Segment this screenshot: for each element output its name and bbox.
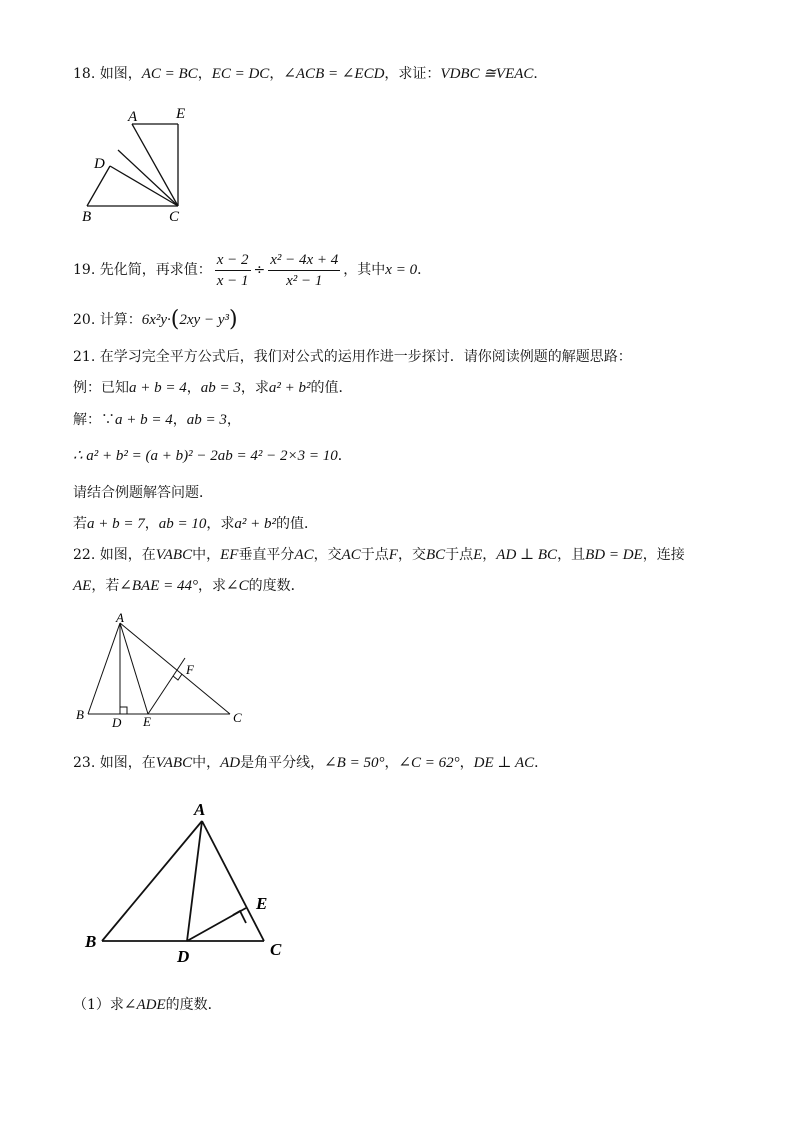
q21-given-product: ab = 3 [200, 380, 241, 396]
q22-text: ，交 [397, 547, 426, 563]
q18-prove: ，求证： [384, 66, 441, 82]
q23-math: ∠ADE [123, 997, 166, 1013]
q21-line-6 [73, 515, 318, 533]
q21-math: ab = 10 [158, 516, 207, 532]
q23-text: ， [459, 755, 474, 771]
q18-sep: ， [197, 66, 212, 82]
q23-text: ． [534, 755, 549, 771]
q22-math: BC [425, 547, 446, 563]
q22-text: 22. 如图，在 [73, 547, 156, 563]
q21-text: 的值． [310, 380, 353, 396]
q18-condition-3: ∠ACB = ∠ECD [283, 66, 385, 82]
q21-text: ， [186, 380, 201, 396]
q19-fraction-2 [268, 251, 340, 290]
q21-math: ab = 3 [186, 412, 227, 428]
q21-target-expression: a² + b² [268, 380, 311, 396]
q22-math: AE [73, 578, 92, 594]
q22-label-a: A [116, 610, 124, 625]
q19-where: ，其中 [343, 262, 386, 278]
q23-text: 是角平分线， [240, 755, 325, 771]
q18-label-b: B [82, 209, 92, 225]
q21-math: a + b = 4 [115, 412, 173, 428]
q23-math: DE ⊥ AC [473, 755, 535, 771]
q23-text: ， [384, 755, 399, 771]
q22-label-d: D [112, 715, 122, 730]
q22-line-1 [73, 546, 685, 564]
q22-math: AC [294, 547, 314, 563]
q22-text: 垂直平分 [238, 547, 295, 563]
q21-text: ，求 [206, 516, 235, 532]
q23-math: ∠C = 62° [398, 755, 460, 771]
q21-math: a + b = 7 [87, 516, 145, 532]
q21-line-4 [73, 447, 352, 465]
q22-math: AC [341, 547, 361, 563]
q23-label-b: B [85, 932, 97, 951]
q18-label-c: C [169, 209, 180, 225]
q21-text: 例：已知 [73, 380, 129, 396]
q21-line-5: 请结合例题解答问题． [73, 485, 213, 501]
q19-prefix: 19. 先化简，再求值： [73, 262, 212, 278]
q23-text: 中， [192, 755, 221, 771]
q22-label-c: C [233, 710, 242, 725]
q22-text: 于点 [445, 547, 474, 563]
q22-text: 的度数． [248, 578, 305, 594]
q19-end: ． [417, 262, 432, 278]
q23-label-a: A [194, 800, 206, 819]
q21-line-2 [73, 379, 353, 397]
q22-text: ，且 [557, 547, 586, 563]
q18-condition-2: EC = DC [211, 66, 270, 82]
q22-label-b: B [76, 707, 84, 722]
q22-figure [70, 610, 260, 735]
q22-label-e: E [143, 714, 151, 729]
q22-math: E [473, 547, 483, 563]
q22-line-2 [73, 577, 305, 595]
q22-text: ，求 [198, 578, 227, 594]
q21-math: a² + b² [234, 516, 276, 532]
q22-text: ，若 [91, 578, 120, 594]
q22-math: VABC [155, 547, 193, 563]
q22-math: F [388, 547, 398, 563]
q21-text: 解：∵ [73, 412, 115, 428]
q23-math: AD [220, 755, 241, 771]
q19-fraction-1-numerator: x − 2 [215, 251, 251, 271]
q23-label-d: D [177, 947, 190, 966]
q21-text: ，求 [240, 380, 269, 396]
q18-sep: ， [269, 66, 284, 82]
q19-fraction-2-denominator: x² − 1 [286, 272, 323, 289]
question-19-text [73, 250, 431, 290]
q19-fraction-1-denominator: x − 1 [216, 272, 249, 289]
q18-label-a: A [128, 109, 138, 125]
q21-text: ． [337, 448, 352, 464]
q23-label-e: E [256, 894, 268, 913]
q18-end: ． [533, 66, 548, 82]
q22-math: ∠C [226, 578, 249, 594]
q23-text: （1）求 [73, 997, 124, 1013]
q19-divide-sign: ÷ [253, 262, 266, 278]
q21-text: 的值． [276, 516, 318, 532]
q23-line-1 [73, 754, 548, 772]
q23-figure [80, 795, 300, 970]
q21-text: ， [144, 516, 159, 532]
question-20-text [73, 307, 238, 332]
q21-given-sum: a + b = 4 [129, 380, 187, 396]
q23-sub-1 [73, 996, 222, 1014]
q22-text: ， [482, 547, 497, 563]
q19-fraction-1 [215, 251, 251, 290]
q20-left-paren: ( [170, 307, 180, 332]
q21-line-3 [73, 411, 241, 429]
q22-label-f: F [186, 662, 194, 677]
q18-condition-1: AC = BC [141, 66, 198, 82]
q22-math: BD = DE [585, 547, 643, 563]
q23-math: ∠B = 50° [324, 755, 385, 771]
q18-figure [70, 100, 210, 230]
q21-text: 若 [73, 516, 87, 532]
q22-text: 中， [192, 547, 221, 563]
q21-text: ， [226, 412, 241, 428]
q20-prefix: 20. 计算： [73, 312, 142, 328]
question-18-text [73, 65, 547, 83]
q21-solution-equation: ∴ a² + b² = (a + b)² − 2ab = 4² − 2×3 = 10 [73, 448, 338, 464]
q20-expression-factor: 6x²y· [141, 312, 171, 328]
q22-text: ，连接 [642, 547, 685, 563]
q20-right-paren: ) [228, 307, 238, 332]
q18-target: VDBC ≅VEAC [440, 66, 534, 82]
q23-text: 23. 如图，在 [73, 755, 156, 771]
q18-label-e: E [176, 106, 186, 122]
q21-text: ， [172, 412, 187, 428]
q23-math: VABC [155, 755, 193, 771]
q22-text: 于点 [360, 547, 389, 563]
q19-condition: x = 0 [385, 262, 418, 278]
q22-math: ∠BAE = 44° [119, 578, 199, 594]
q22-text: ，交 [313, 547, 342, 563]
q21-line-1: 21. 在学习完全平方公式后，我们对公式的运用作进一步探讨．请你阅读例题的解题思路： [73, 349, 632, 365]
q22-math: EF [220, 547, 239, 563]
q22-math: AD ⊥ BC [496, 547, 558, 563]
q23-label-c: C [270, 940, 282, 959]
q19-fraction-2-numerator: x² − 4x + 4 [268, 251, 340, 271]
q18-label-d: D [94, 156, 105, 172]
q18-prefix: 18. 如图， [73, 66, 142, 82]
q23-text: 的度数． [165, 997, 222, 1013]
q20-expression-group: 2xy − y³ [179, 312, 229, 328]
